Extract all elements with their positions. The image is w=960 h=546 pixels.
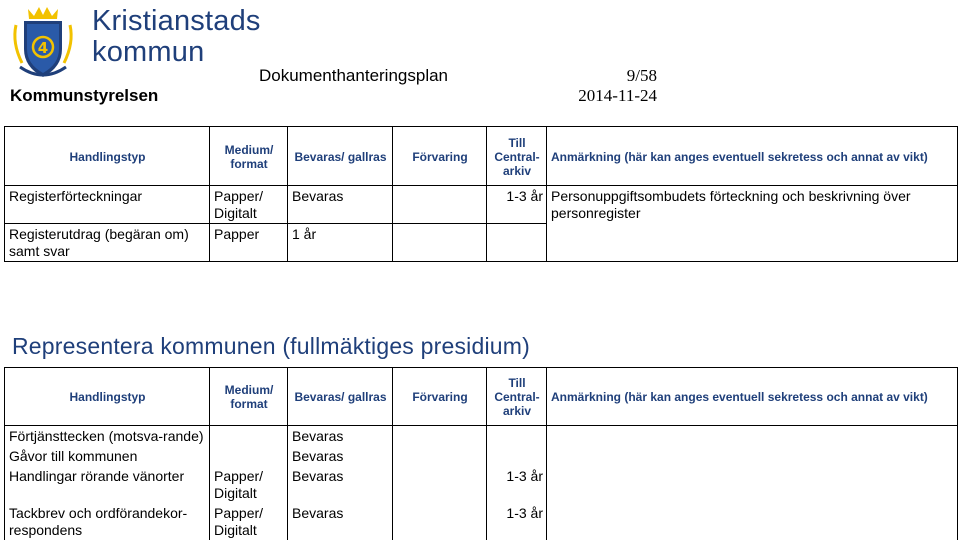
col-header-storage: Förvaring [393, 127, 487, 186]
table-header-row [5, 127, 958, 186]
cell-medium: Papper/ Digitalt [210, 466, 288, 503]
cell-keep: Bevaras [288, 186, 393, 224]
coat-of-arms-logo [10, 3, 76, 79]
cell-archive: 1-3 år [487, 466, 547, 503]
col-header-archive: Till Central- arkiv [487, 127, 547, 186]
cell-storage [393, 186, 487, 224]
cell-archive: 1-3 år [487, 503, 547, 540]
cell-keep: Bevaras [288, 446, 393, 466]
cell-storage [393, 446, 487, 466]
cell-keep: Bevaras [288, 466, 393, 503]
org-name-line2: kommun [92, 36, 205, 68]
cell-keep: Bevaras [288, 503, 393, 540]
col-header-keep: Bevaras/ gallras [288, 127, 393, 186]
cell-type: Registerförteckningar [5, 186, 210, 224]
document-date: 2014-11-24 [578, 86, 657, 105]
cell-note [547, 466, 958, 503]
col-header-medium: Medium/ format [210, 368, 288, 426]
table-row [5, 186, 958, 224]
cell-storage [393, 426, 487, 447]
records-table-2 [4, 367, 958, 540]
org-logo-text [92, 6, 261, 68]
col-header-note: Anmärkning (här kan anges eventuell sekretess och annat av vikt) [547, 127, 958, 186]
table-row [5, 503, 958, 540]
col-header-type: Handlingstyp [5, 368, 210, 426]
table-row [5, 426, 958, 447]
document-title: Dokumenthanteringsplan [259, 66, 449, 85]
col-header-type: Handlingstyp [5, 127, 210, 186]
cell-keep: Bevaras [288, 426, 393, 447]
cell-keep: 1 år [288, 224, 393, 262]
table-header-row [5, 368, 958, 426]
cell-archive [487, 446, 547, 466]
col-header-medium: Medium/ format [210, 127, 288, 186]
cell-type: Registerutdrag (begäran om) samt svar [5, 224, 210, 262]
cell-medium: Papper [210, 224, 288, 262]
cell-type: Gåvor till kommunen [5, 446, 210, 466]
cell-storage [393, 224, 487, 262]
cell-storage [393, 466, 487, 503]
cell-medium [210, 426, 288, 447]
col-header-note: Anmärkning (här kan anges eventuell sekretess och annat av vikt) [547, 368, 958, 426]
cell-medium [210, 446, 288, 466]
svg-text:4: 4 [37, 39, 49, 57]
cell-type: Förtjänsttecken (motsva-rande) [5, 426, 210, 447]
cell-note [547, 446, 958, 466]
cell-archive [487, 224, 547, 262]
cell-note: Personuppgiftsombudets förteckning och beskrivning över personregister [547, 186, 958, 262]
cell-note [547, 503, 958, 540]
cell-type: Tackbrev och ordförandekor-respondens [5, 503, 210, 540]
col-header-keep: Bevaras/ gallras [288, 368, 393, 426]
cell-storage [393, 503, 487, 540]
cell-archive: 1-3 år [487, 186, 547, 224]
col-header-storage: Förvaring [393, 368, 487, 426]
cell-medium: Papper/ Digitalt [210, 503, 288, 540]
cell-type: Handlingar rörande vänorter [5, 466, 210, 503]
table-row [5, 466, 958, 503]
col-header-archive: Till Central- arkiv [487, 368, 547, 426]
table-row [5, 446, 958, 466]
records-table-1 [4, 126, 958, 262]
cell-medium: Papper/ Digitalt [210, 186, 288, 224]
cell-note [547, 426, 958, 447]
department-name: Kommunstyrelsen [10, 86, 159, 105]
org-name-line1: Kristianstads [92, 5, 261, 37]
cell-archive [487, 426, 547, 447]
section-heading: Representera kommunen (fullmäktiges presidium) [12, 333, 530, 359]
page-number: 9/58 [626, 66, 657, 85]
